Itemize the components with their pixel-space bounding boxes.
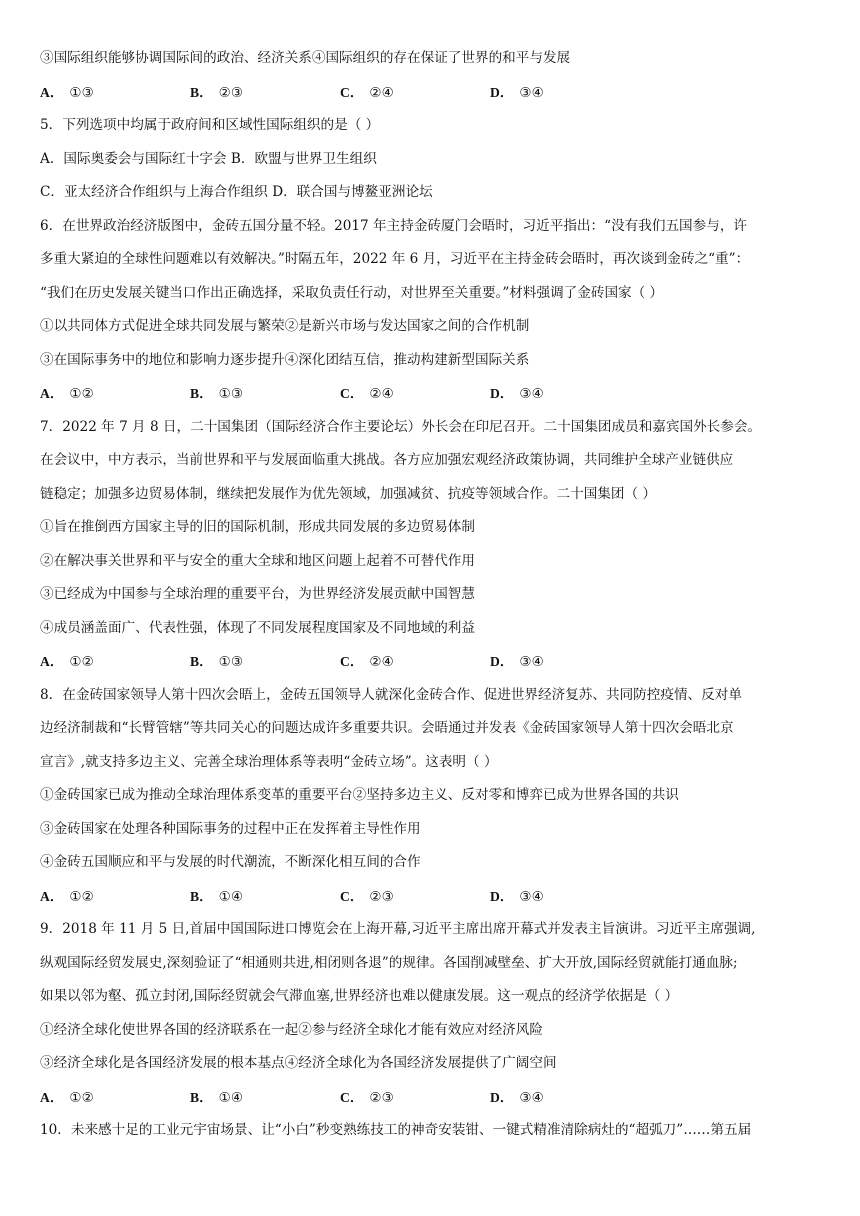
text-line: ①以共同体方式促进全球共同发展与繁荣②是新兴市场与发达国家之间的合作机制 [40,318,530,334]
text-line: ③已经成为中国参与全球治理的重要平台，为世界经济发展贡献中国智慧 [40,586,475,602]
option-letter: A． [40,1089,64,1105]
text-line: 10．未来感十足的工业元宇宙场景、让“小白”秒变熟练技工的神奇安装钳、一键式精准清除病灶的“超弧刀”……第五届 [40,1122,752,1138]
text-line: 7．2022 年 7 月 8 日，二十国集团（国际经济合作主要论坛）外长会在印尼召开。二十国集团成员和嘉宾国外长参会。 [40,418,762,435]
answer-option [340,377,490,411]
option-letter: C． [340,1089,364,1105]
text-line: ①经济全球化使世界各国的经济联系在一起②参与经济全球化才能有效应对经济风险 [40,1021,543,1038]
option-text: ②④ [369,386,394,402]
answer-options [40,645,830,679]
option-letter: C． [340,654,364,669]
text-line: 如果以邻为壑、孤立封闭,国际经贸就会气滞血塞,世界经济也难以健康发展。这一观点的经济学依据是（ ） [40,988,679,1004]
answer-option [340,76,490,110]
answer-option [190,880,340,914]
option-text: ①② [69,654,94,670]
text-line: ③在国际事务中的地位和影响力逐步提升④深化团结互信，推动构建新型国际关系 [40,351,530,368]
text-line: ④成员涵盖面广、代表性强，体现了不同发展程度国家及不同地域的利益 [40,619,475,636]
option-letter: D． [490,386,514,401]
answer-option [490,377,640,411]
text-line: 在会议中，中方表示，当前世界和平与发展面临重大挑战。各方应加强宏观经济政策协调，共同维护全球产业链供应 [40,452,734,468]
text-line: ③经济全球化是各国经济发展的根本基点④经济全球化为各国经济发展提供了广阔空间 [40,1055,557,1071]
option-text: ③④ [519,1089,544,1106]
text-line: 5．下列选项中均属于政府间和区域性国际组织的是（ ） [40,117,380,133]
option-text: ②③ [369,1089,394,1106]
answer-options [40,76,830,110]
option-letter: A． [40,84,64,100]
answer-option [490,880,640,914]
text-line: ②在解决事关世界和平与安全的重大全球和地区问题上起着不可替代作用 [40,552,475,569]
option-text: ①③ [218,386,244,402]
option-letter: B． [190,386,213,401]
answer-option [490,76,640,110]
option-text: ②③ [369,888,394,905]
text-line: 6．在世界政治经济版图中，金砖五国分量不轻。2017 年主持金砖厦门会晤时，习近平指出：“没有我们五国参与，许 [40,217,748,234]
option-text: ③④ [519,888,544,905]
option-letter: D． [490,84,514,100]
text-line: ③金砖国家在处理各种国际事务的过程中正在发挥着主导性作用 [40,820,421,837]
answer-option [40,880,190,914]
option-letter: A． [40,888,64,904]
option-text: ③④ [519,386,544,402]
option-text: ③④ [519,84,544,101]
option-text: ①② [69,888,94,905]
answer-option [40,377,190,411]
text-line: ①金砖国家已成为推动全球治理体系变革的重要平台②坚持多边主义、反对零和博弈已成为世界各国的共识 [40,787,679,803]
option-text: ①③ [69,84,94,101]
exam-page [40,42,830,1148]
option-letter: D． [490,1089,514,1105]
option-letter: B． [190,888,213,904]
option-letter: D． [490,888,514,904]
text-line: 宣言》,就支持多边主义、完善全球治理体系等表明“金砖立场”。这表明（ ） [40,753,498,770]
answer-option [490,1081,640,1115]
option-letter: C． [340,888,364,904]
answer-option [340,880,490,914]
option-text: ①② [69,1089,94,1106]
text-line: 9．2018 年 11 月 5 日,首届中国国际进口博览会在上海开幕,习近平主席出席开幕式并发表主旨演讲。习近平主席强调, [40,921,756,937]
option-letter: C． [340,386,364,401]
option-letter: B． [190,84,213,100]
option-text: ①③ [218,654,244,670]
text-line: ④金砖五国顺应和平与发展的时代潮流，不断深化相互间的合作 [40,854,421,870]
text-line: A．国际奥委会与国际红十字会 B．欧盟与世界卫生组织 [40,150,377,167]
text-line: 8．在金砖国家领导人第十四次会晤上，金砖五国领导人就深化金砖合作、促进世界经济复苏、共同防控疫情、反对单 [40,686,742,703]
answer-option [40,1081,190,1115]
text-line: ①旨在推倒西方国家主导的旧的国际机制，形成共同发展的多边贸易体制 [40,519,475,535]
option-text: ②③ [218,84,244,101]
answer-options [40,1081,830,1115]
option-letter: B． [190,1089,213,1105]
text-line: 多重大紧迫的全球性问题难以有效解决。”时隔五年，2022 年 6 月，习近平在主持金砖会晤时，再次谈到金砖之“重”： [40,251,750,267]
answer-option [190,377,340,411]
answer-option [190,645,340,679]
answer-option [490,645,640,679]
answer-option [190,1081,340,1115]
option-text: ③④ [519,654,544,670]
option-text: ①④ [218,888,244,905]
option-text: ①② [69,386,94,402]
answer-option [40,76,190,110]
answer-option [340,1081,490,1115]
option-letter: C． [340,84,364,100]
option-letter: B． [190,654,213,669]
answer-option [40,645,190,679]
text-line: C．亚太经济合作组织与上海合作组织 D．联合国与博鳌亚洲论坛 [40,184,433,200]
option-text: ②④ [369,84,394,101]
answer-option [340,645,490,679]
answer-options [40,377,830,411]
text-line: 纵观国际经贸发展史,深刻验证了“相通则共进,相闭则各退”的规律。各国削减壁垒、扩大开放,国际经贸就能打通血脉; [40,954,738,971]
option-letter: A． [40,386,64,401]
text-line: ③国际组织能够协调国际间的政治、经济关系④国际组织的存在保证了世界的和平与发展 [40,50,571,66]
text-line: 边经济制裁和“长臂管辖”等共同关心的问题达成许多重要共识。会晤通过并发表《金砖国家领导人第十四次会晤北京 [40,720,734,736]
answer-option [190,76,340,110]
text-line: “我们在历史发展关键当口作出正确选择，采取负责任行动，对世界至关重要。”材料强调了金砖国家（ ） [40,284,664,301]
answer-options [40,880,830,914]
option-letter: A． [40,654,64,669]
text-line: 链稳定；加强多边贸易体制，继续把发展作为优先领域，加强减贫、抗疫等领域合作。二十国集团（ ） [40,485,657,502]
option-text: ①④ [218,1089,244,1106]
option-letter: D． [490,654,514,669]
option-text: ②④ [369,654,394,670]
